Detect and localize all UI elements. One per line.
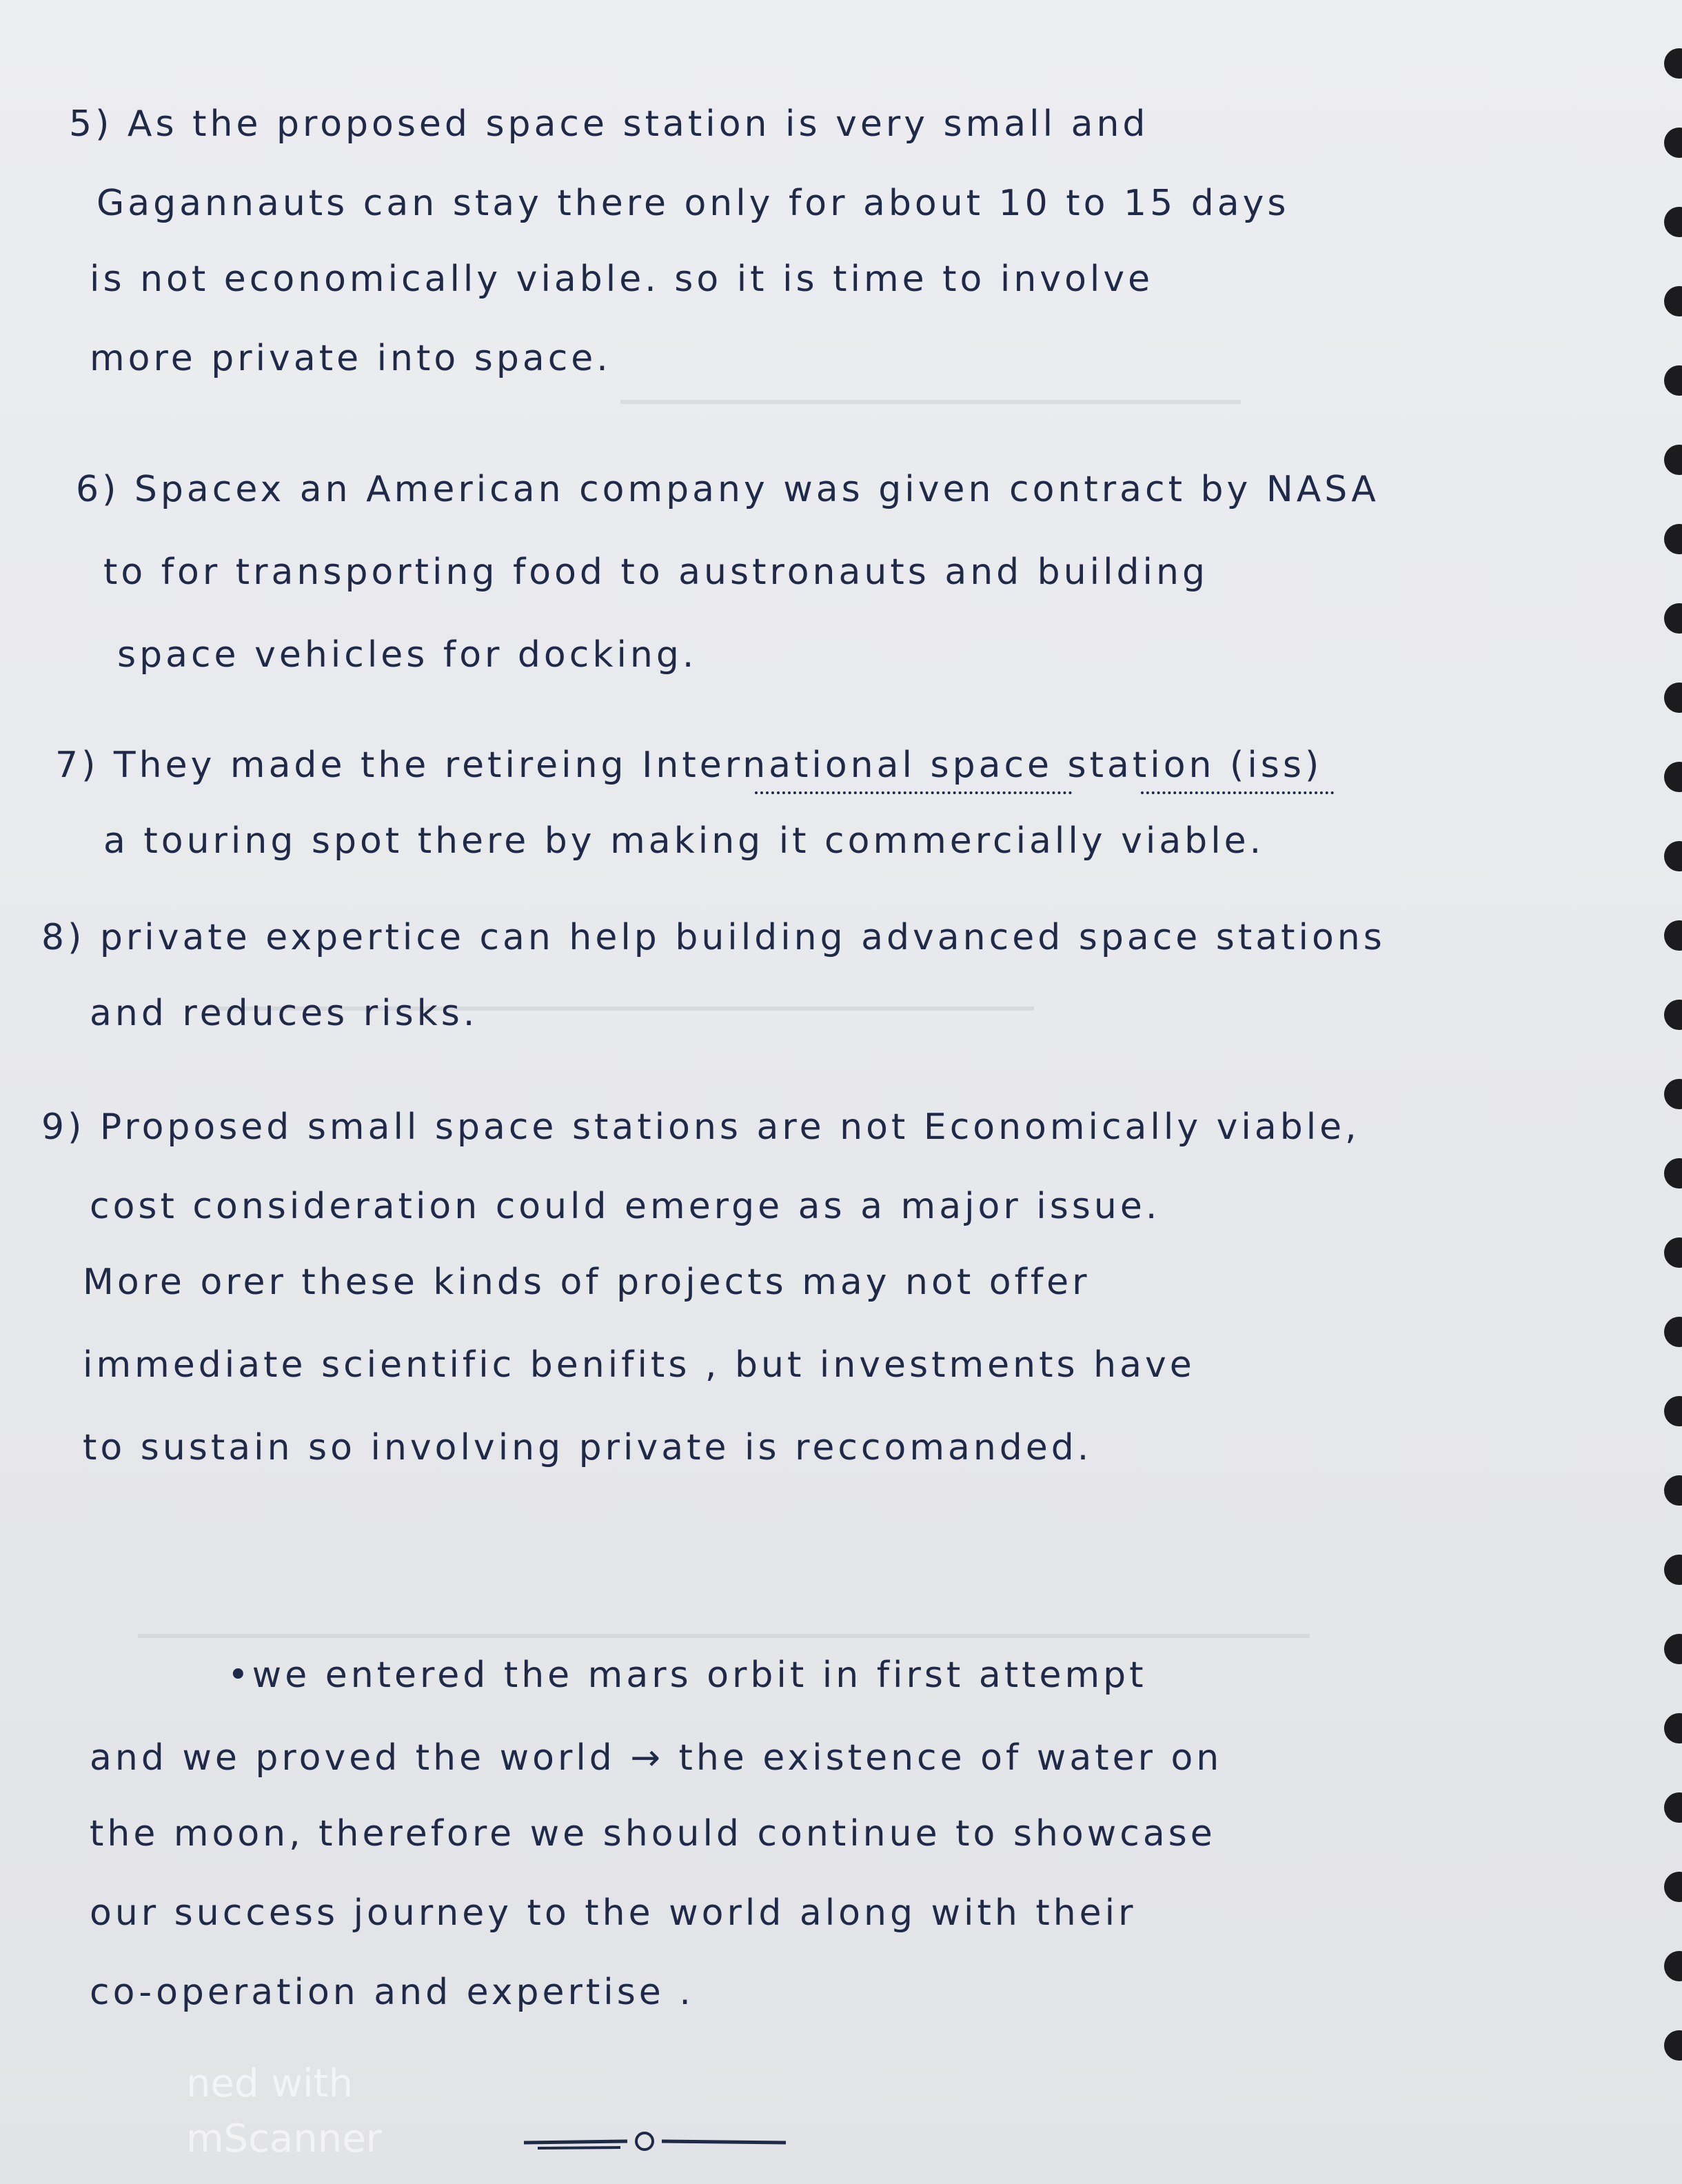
binder-hole xyxy=(1664,1317,1682,1347)
binder-hole xyxy=(1664,1000,1682,1030)
binder-hole xyxy=(1664,1237,1682,1268)
binder-hole xyxy=(1664,920,1682,951)
binder-hole xyxy=(1664,1555,1682,1585)
binder-hole xyxy=(1664,1634,1682,1664)
text-line: •we entered the mars orbit in first attempt xyxy=(227,1655,1147,1696)
scanner-watermark-line: ned with xyxy=(186,2061,354,2106)
text-line: 5) As the proposed space station is very small and xyxy=(69,103,1149,145)
binder-hole xyxy=(1664,1713,1682,1743)
binder-hole xyxy=(1664,762,1682,792)
binder-hole xyxy=(1664,524,1682,554)
binder-hole xyxy=(1664,1079,1682,1109)
text-line: 8) private expertice can help building advanced space stations xyxy=(41,917,1386,958)
underline-mark xyxy=(1141,786,1334,794)
binder-hole xyxy=(1664,207,1682,237)
binder-hole xyxy=(1664,1872,1682,1902)
text-line: to for transporting food to austronauts and building xyxy=(103,552,1208,593)
text-line: a touring spot there by making it commercially viable. xyxy=(103,820,1265,862)
binder-hole xyxy=(1664,365,1682,396)
binder-hole xyxy=(1664,682,1682,713)
text-line: is not economically viable. so it is time to involve xyxy=(90,259,1154,300)
show-through-texture xyxy=(620,372,1241,404)
text-line: and reduces risks. xyxy=(90,993,478,1034)
binder-hole xyxy=(1664,286,1682,316)
text-line: our success journey to the world along with their xyxy=(90,1892,1137,1934)
binder-hole xyxy=(1664,1475,1682,1506)
binder-hole xyxy=(1664,445,1682,475)
binder-hole xyxy=(1664,48,1682,79)
binder-hole xyxy=(1664,2030,1682,2061)
text-line: more private into space. xyxy=(90,338,611,379)
text-line: cost consideration could emerge as a major issue. xyxy=(90,1186,1161,1227)
text-line: 9) Proposed small space stations are not Economically viable, xyxy=(41,1106,1360,1148)
text-line: More orer these kinds of projects may not offer xyxy=(83,1262,1091,1303)
binder-hole xyxy=(1664,1396,1682,1426)
text-line: and we proved the world → the existence of water on xyxy=(90,1737,1223,1779)
text-line: to sustain so involving private is reccomanded. xyxy=(83,1427,1093,1468)
text-line: space vehicles for docking. xyxy=(117,634,698,676)
end-mark xyxy=(524,2127,800,2155)
text-line: the moon, therefore we should continue to showcase xyxy=(90,1813,1216,1854)
binder-hole xyxy=(1664,1951,1682,1981)
binder-hole xyxy=(1664,603,1682,634)
show-through-texture xyxy=(138,1606,1310,1638)
text-line: co-operation and expertise . xyxy=(90,1972,694,2013)
text-line: immediate scientific benifits , but investments have xyxy=(83,1344,1195,1386)
underline-mark xyxy=(755,786,1072,794)
binder-hole xyxy=(1664,1792,1682,1823)
text-line: 7) They made the retireing International space station (iss) xyxy=(55,745,1323,786)
binder-hole xyxy=(1664,841,1682,871)
binder-hole xyxy=(1664,1158,1682,1189)
scanner-watermark-line: mScanner xyxy=(186,2116,382,2161)
text-line: 6) Spacex an American company was given contract by NASA xyxy=(76,469,1379,510)
binder-hole xyxy=(1664,128,1682,158)
text-line: Gagannauts can stay there only for about 10 to 15 days xyxy=(97,183,1290,224)
